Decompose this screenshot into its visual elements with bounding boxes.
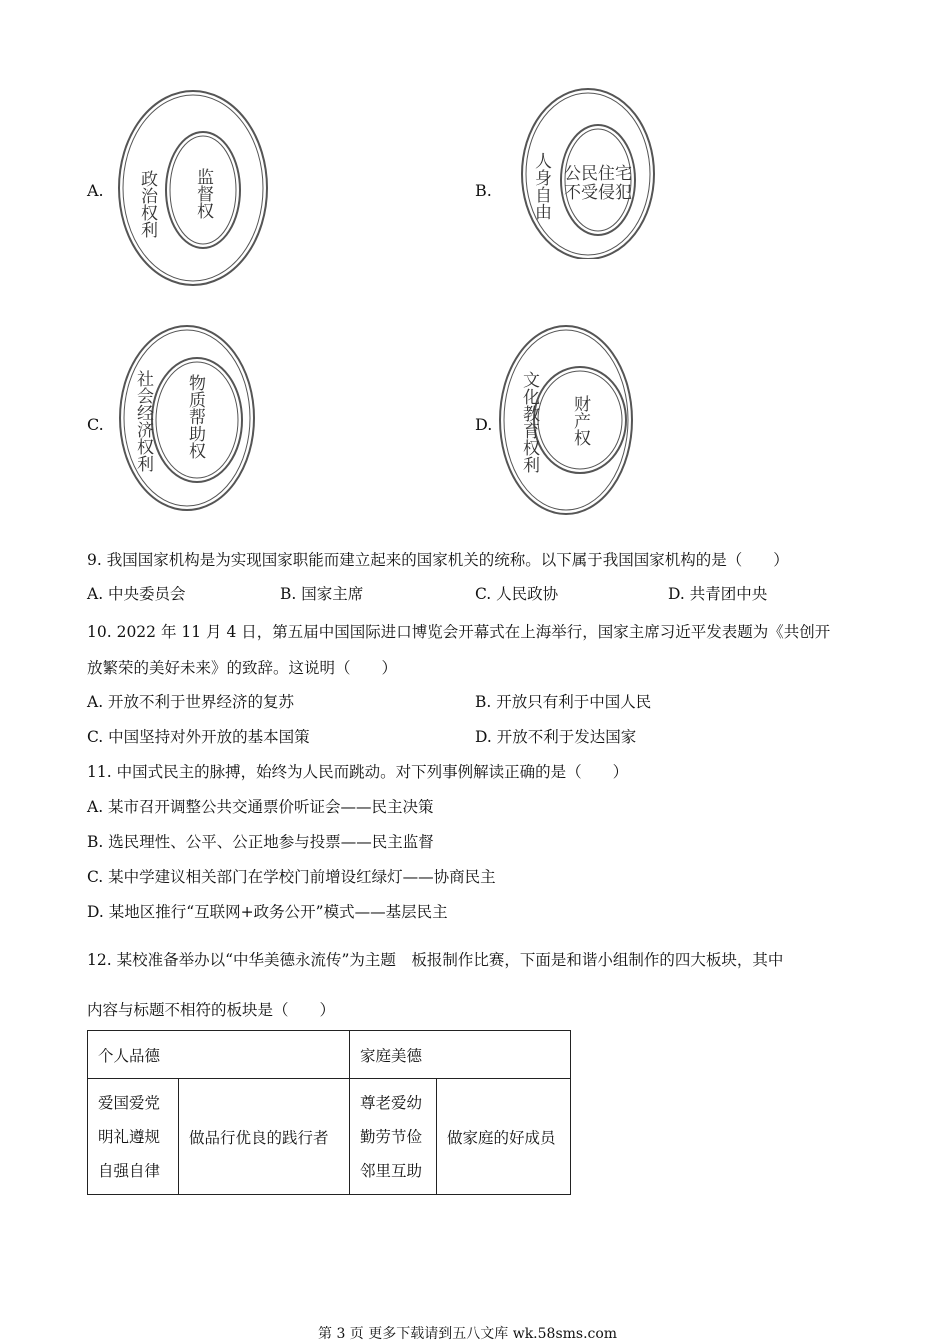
table-cell-personal-title: 做品行优良的践行者 <box>179 1079 350 1195</box>
table-cell-family-title: 做家庭的好成员 <box>437 1079 571 1195</box>
diagram-b-label: B. <box>475 181 492 200</box>
q9-option-a[interactable]: A. 中央委员会 <box>87 585 186 603</box>
diagram-a-outer-text: 政治权利 <box>137 170 157 238</box>
q9-option-c[interactable]: C. 人民政协 <box>475 585 559 603</box>
table-header-family: 家庭美德 <box>350 1031 571 1079</box>
diagram-b-inner-line-2: 不受侵犯 <box>564 183 632 203</box>
list-item: 明礼遵规 <box>98 1127 161 1146</box>
q12-stem-line2: 内容与标题不相符的板块是（ ） <box>87 1001 336 1019</box>
q9-option-b[interactable]: B. 国家主席 <box>280 585 364 603</box>
diagram-c-inner-text: 物质帮助权 <box>185 374 205 459</box>
table-row <box>88 1079 571 1195</box>
diagram-c-outer-text: 社会经济权利 <box>133 370 153 472</box>
q11-option-d[interactable]: D. 某地区推行“互联网+政务公开”模式——基层民主 <box>87 903 448 921</box>
diagram-d-inner-text: 财产权 <box>570 395 590 446</box>
q11-option-b[interactable]: B. 选民理性、公平、公正地参与投票——民主监督 <box>87 833 434 851</box>
diagram-b-outer-text: 人身自由 <box>531 152 551 220</box>
list-item: 自强自律 <box>98 1161 161 1180</box>
q9-stem: 9. 我国国家机构是为实现国家职能而建立起来的国家机关的统称。以下属于我国国家机构的是（ ） <box>87 551 789 569</box>
page-footer[interactable]: 第 3 页 更多下载请到五八文库 wk.58sms.com <box>318 1326 618 1342</box>
q10-option-a[interactable]: A. 开放不利于世界经济的复苏 <box>87 693 295 711</box>
diagram-d-label: D. <box>475 415 493 434</box>
diagram-a-label: A. <box>87 181 104 200</box>
q10-stem-line1: 10. 2022 年 11 月 4 日，第五届中国国际进口博览会开幕式在上海举行，国家主席习近平发表题为《共创开 <box>87 623 831 641</box>
diagram-d <box>498 323 643 518</box>
q11-option-c[interactable]: C. 某中学建议相关部门在学校门前增设红绿灯——协商民主 <box>87 868 496 886</box>
q10-option-c[interactable]: C. 中国坚持对外开放的基本国策 <box>87 728 310 746</box>
list-item: 勤劳节俭 <box>360 1127 423 1146</box>
q10-option-b[interactable]: B. 开放只有利于中国人民 <box>475 693 652 711</box>
diagram-d-outer-text: 文化教育权利 <box>519 371 539 473</box>
diagram-c-label: C. <box>87 415 104 434</box>
diagram-c <box>117 322 262 512</box>
q12-stem-line1: 12. 某校准备举办以“中华美德永流传”为主题 板报制作比赛，下面是和谐小组制作的四大板块，其中 <box>87 951 784 969</box>
list-item: 尊老爱幼 <box>360 1093 423 1112</box>
diagram-a <box>115 88 275 288</box>
q10-stem-line2: 放繁荣的美好未来》的致辞。这说明（ ） <box>87 659 398 677</box>
diagram-a-inner-text: 监督权 <box>193 168 213 219</box>
q11-stem: 11. 中国式民主的脉搏，始终为人民而跳动。对下列事例解读正确的是（ ） <box>87 763 629 781</box>
table-header-personal: 个人品德 <box>88 1031 350 1079</box>
q10-option-d[interactable]: D. 开放不利于发达国家 <box>475 728 637 746</box>
diagram-b-inner-line-1: 公民住宅 <box>564 164 632 184</box>
table-header-row <box>88 1031 571 1079</box>
q11-option-a[interactable]: A. 某市召开调整公共交通票价听证会——民主决策 <box>87 798 434 816</box>
list-item: 爱国爱党 <box>98 1093 161 1112</box>
list-item: 邻里互助 <box>360 1161 423 1180</box>
table-cell-family-virtues <box>350 1079 437 1195</box>
q9-option-d[interactable]: D. 共青团中央 <box>668 585 768 603</box>
q12-table <box>87 1030 571 1195</box>
table-cell-personal-virtues <box>88 1079 179 1195</box>
diagram-b <box>518 84 663 259</box>
